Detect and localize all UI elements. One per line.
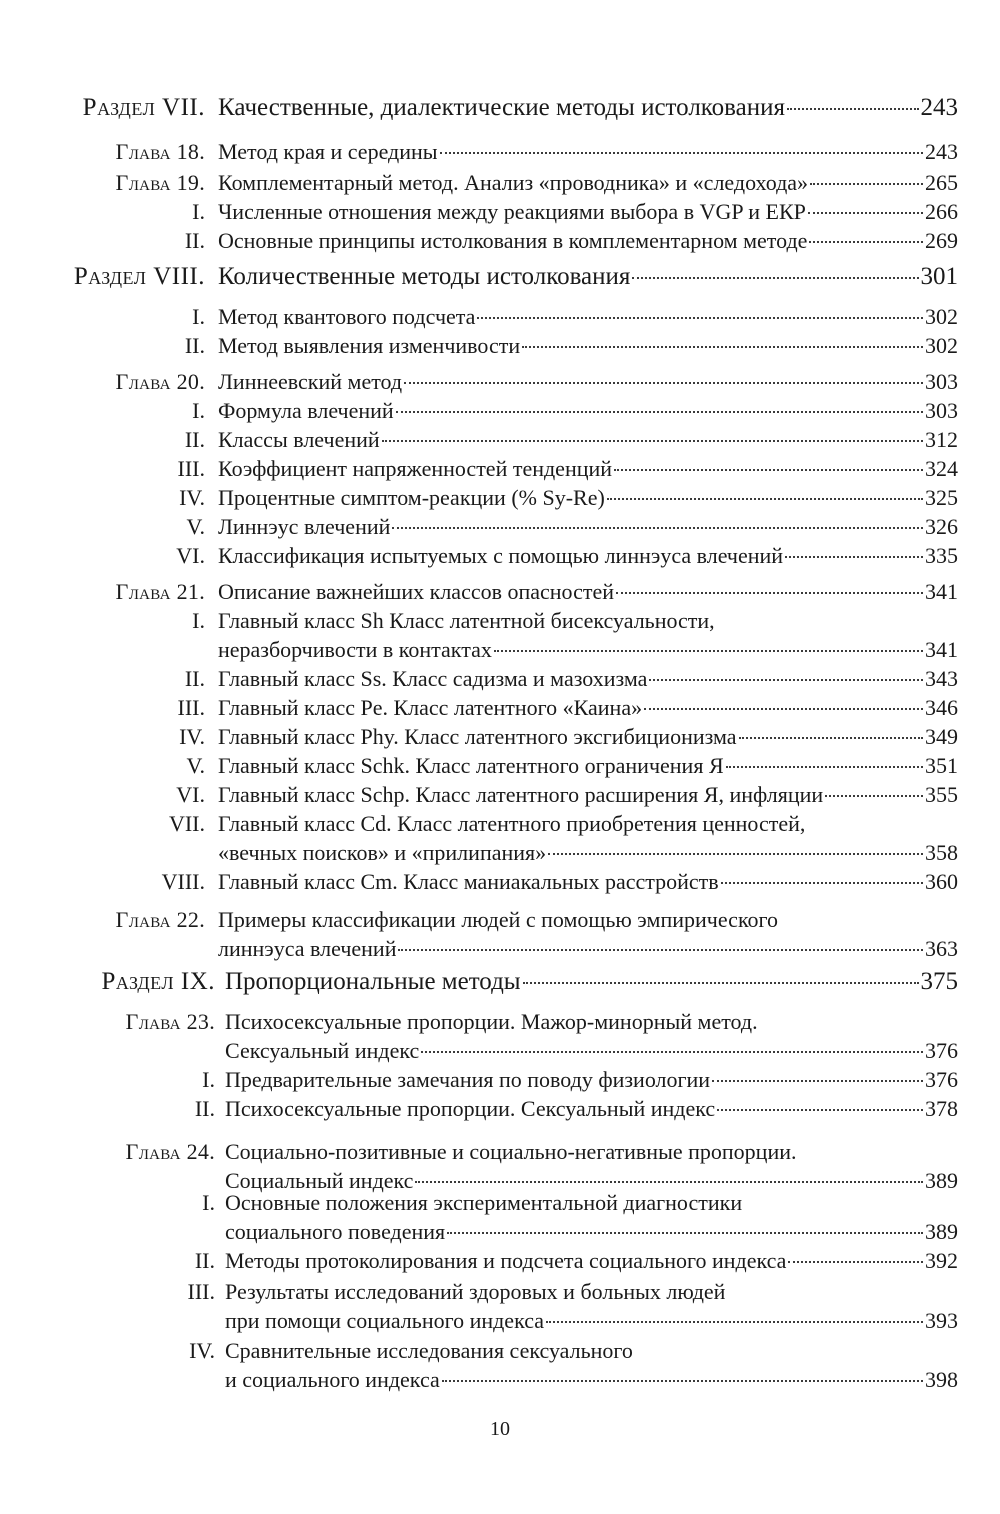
page-number: 10: [490, 1418, 510, 1440]
page-ref: 389: [925, 1168, 958, 1193]
page-ref: 243: [925, 139, 958, 164]
chapter-label: Глава 24.: [125, 1139, 215, 1164]
entry-title: Формула влечений: [218, 398, 394, 423]
entry-title: неразборчивости в контактах: [218, 637, 492, 662]
entry-title: Количественные методы истолкования: [218, 263, 631, 290]
page-ref: 375: [920, 968, 958, 995]
dot-leader: [808, 212, 923, 214]
page-ref: 351: [925, 753, 958, 778]
item-number: I.: [202, 1190, 215, 1215]
entry-title: Линнэус влечений: [218, 514, 391, 539]
dot-leader: [788, 1261, 923, 1263]
item-number: I.: [192, 608, 205, 633]
entry-title: Классификация испытуемых с помощью линнэуса влечений: [218, 543, 784, 568]
dot-leader: [607, 498, 923, 500]
entry-title-line: Примеры классификации людей с помощью эмпирического: [218, 907, 778, 932]
entry-title: Предварительные замечания по поводу физиологии: [225, 1067, 711, 1092]
entry-title: Численные отношения между реакциями выбора в VGP и ЕКР: [218, 199, 806, 224]
item-number: III.: [177, 695, 205, 720]
item-number: I.: [192, 304, 205, 329]
chapter-label: Глава 19.: [115, 170, 205, 195]
entry-title: Главный класс Cm. Класс маниакальных расстройств: [218, 869, 719, 894]
dot-leader: [712, 1080, 923, 1082]
entry-title: Классы влечений: [218, 427, 380, 452]
page-ref: 392: [925, 1248, 958, 1273]
page-ref: 341: [925, 579, 958, 604]
entry-title: Качественные, диалектические методы истолкования: [218, 94, 786, 121]
dot-leader: [440, 152, 923, 154]
entry-title: при помощи социального индекса: [225, 1308, 545, 1333]
chapter-label: Глава 18.: [115, 139, 205, 164]
dot-leader: [616, 592, 923, 594]
page-ref: 360: [925, 869, 958, 894]
page-ref: 341: [925, 637, 958, 662]
dot-leader: [726, 766, 923, 768]
page-ref: 303: [925, 398, 958, 423]
item-number: III.: [187, 1279, 215, 1304]
entry-title: Сексуальный индекс: [225, 1038, 420, 1063]
dot-leader: [739, 737, 923, 739]
entry-title: Описание важнейших классов опасностей: [218, 579, 615, 604]
page-ref: 324: [925, 456, 958, 481]
item-number: VI.: [176, 543, 205, 568]
entry-title: линнэуса влечений: [218, 936, 397, 961]
entry-title: Процентные симптом-реакции (% Sy-Re): [218, 485, 605, 510]
entry-title: Главный класс Schk. Класс латентного ограничения Я: [218, 753, 724, 778]
chapter-label: Глава 21.: [115, 579, 205, 604]
entry-title: Пропорциональные методы: [225, 968, 521, 995]
page-ref: 355: [925, 782, 958, 807]
page-ref: 398: [925, 1367, 958, 1392]
entry-title: Психосексуальные пропорции. Сексуальный индекс: [225, 1096, 716, 1121]
entry-title: Главный класс Ss. Класс садизма и мазохизма: [218, 666, 648, 691]
item-number: II.: [184, 228, 205, 253]
item-number: I.: [202, 1067, 215, 1092]
item-number: VIII.: [161, 869, 205, 894]
dot-leader: [421, 1051, 923, 1053]
page-ref: 335: [925, 543, 958, 568]
entry-title-line: Главный класс Cd. Класс латентного приобретения ценностей,: [218, 811, 806, 836]
section-label: Раздел VIII.: [73, 263, 205, 290]
entry-title-line: Главный класс Sh Класс латентной бисексуальности,: [218, 608, 715, 633]
entry-title: Методы протоколирования и подсчета социального индекса: [225, 1248, 787, 1273]
dot-leader: [415, 1181, 923, 1183]
dot-leader: [644, 708, 923, 710]
item-number: II.: [184, 333, 205, 358]
dot-leader: [548, 853, 923, 855]
item-number: III.: [177, 456, 205, 481]
item-number: II.: [184, 666, 205, 691]
dot-leader: [523, 982, 919, 984]
entry-title: Метод края и середины: [218, 139, 438, 164]
page-ref: 265: [925, 170, 958, 195]
item-number: VII.: [168, 811, 205, 836]
item-number: IV.: [179, 485, 205, 510]
item-number: IV.: [189, 1338, 215, 1363]
item-number: I.: [192, 398, 205, 423]
page-ref: 363: [925, 936, 958, 961]
item-number: IV.: [179, 724, 205, 749]
section-label: Раздел VII.: [82, 94, 205, 121]
entry-title: Главный класс Phy. Класс латентного эксгибиционизма: [218, 724, 737, 749]
page-ref: 393: [925, 1308, 958, 1333]
dot-leader: [809, 241, 923, 243]
dot-leader: [404, 382, 923, 384]
page-ref: 346: [925, 695, 958, 720]
page-ref: 389: [925, 1219, 958, 1244]
dot-leader: [810, 183, 923, 185]
dot-leader: [825, 795, 923, 797]
dot-leader: [398, 949, 923, 951]
item-number: II.: [194, 1096, 215, 1121]
dot-leader: [632, 277, 918, 279]
page-ref: 302: [925, 304, 958, 329]
dot-leader: [546, 1321, 923, 1323]
page-ref: 349: [925, 724, 958, 749]
entry-title: Линнеевский метод: [218, 369, 403, 394]
page-ref: 376: [925, 1067, 958, 1092]
section-label: Раздел IX.: [101, 968, 215, 995]
page-ref: 358: [925, 840, 958, 865]
item-number: II.: [194, 1248, 215, 1273]
chapter-label: Глава 20.: [115, 369, 205, 394]
dot-leader: [787, 108, 918, 110]
dot-leader: [396, 411, 923, 413]
entry-title: Метод квантового подсчета: [218, 304, 476, 329]
entry-title: Социальный индекс: [225, 1168, 414, 1193]
entry-title-line: Психосексуальные пропорции. Мажор-минорный метод.: [225, 1009, 758, 1034]
dot-leader: [442, 1380, 923, 1382]
entry-title-line: Основные положения экспериментальной диагностики: [225, 1190, 743, 1215]
page-ref: 378: [925, 1096, 958, 1121]
entry-title: Главный класс Pe. Класс латентного «Каина»: [218, 695, 643, 720]
item-number: I.: [192, 199, 205, 224]
entry-title: Комплементарный метод. Анализ «проводника» и «следохода»: [218, 170, 809, 195]
page-ref: 376: [925, 1038, 958, 1063]
entry-title-line: Результаты исследований здоровых и больных людей: [225, 1279, 726, 1304]
entry-title: Метод выявления изменчивости: [218, 333, 521, 358]
dot-leader: [785, 556, 923, 558]
entry-title: Коэффициент напряженностей тенденций: [218, 456, 613, 481]
page-ref: 301: [920, 263, 958, 290]
item-number: VI.: [176, 782, 205, 807]
entry-title: Основные принципы истолкования в комплементарном методе: [218, 228, 808, 253]
chapter-label: Глава 22.: [115, 907, 205, 932]
dot-leader: [717, 1109, 923, 1111]
page-ref: 303: [925, 369, 958, 394]
dot-leader: [614, 469, 923, 471]
dot-leader: [477, 317, 923, 319]
entry-title-line: Сравнительные исследования сексуального: [225, 1338, 633, 1363]
entry-title: социального поведения: [225, 1219, 446, 1244]
item-number: II.: [184, 427, 205, 452]
page-ref: 312: [925, 427, 958, 452]
dot-leader: [522, 346, 923, 348]
page-ref: 302: [925, 333, 958, 358]
dot-leader: [382, 440, 923, 442]
page-ref: 243: [920, 94, 958, 121]
entry-title: Главный класс Schp. Класс латентного расширения Я, инфляции: [218, 782, 824, 807]
item-number: V.: [186, 514, 205, 539]
entry-title: и социального индекса: [225, 1367, 440, 1392]
page-ref: 269: [925, 228, 958, 253]
dot-leader: [494, 650, 923, 652]
dot-leader: [447, 1232, 923, 1234]
page-ref: 266: [925, 199, 958, 224]
dot-leader: [392, 527, 923, 529]
chapter-label: Глава 23.: [125, 1009, 215, 1034]
entry-title-line: Социально-позитивные и социально-негативные пропорции.: [225, 1139, 797, 1164]
dot-leader: [649, 679, 923, 681]
page-ref: 343: [925, 666, 958, 691]
dot-leader: [721, 882, 923, 884]
item-number: V.: [186, 753, 205, 778]
entry-title: «вечных поисков» и «прилипания»: [218, 840, 547, 865]
page-ref: 325: [925, 485, 958, 510]
page-ref: 326: [925, 514, 958, 539]
